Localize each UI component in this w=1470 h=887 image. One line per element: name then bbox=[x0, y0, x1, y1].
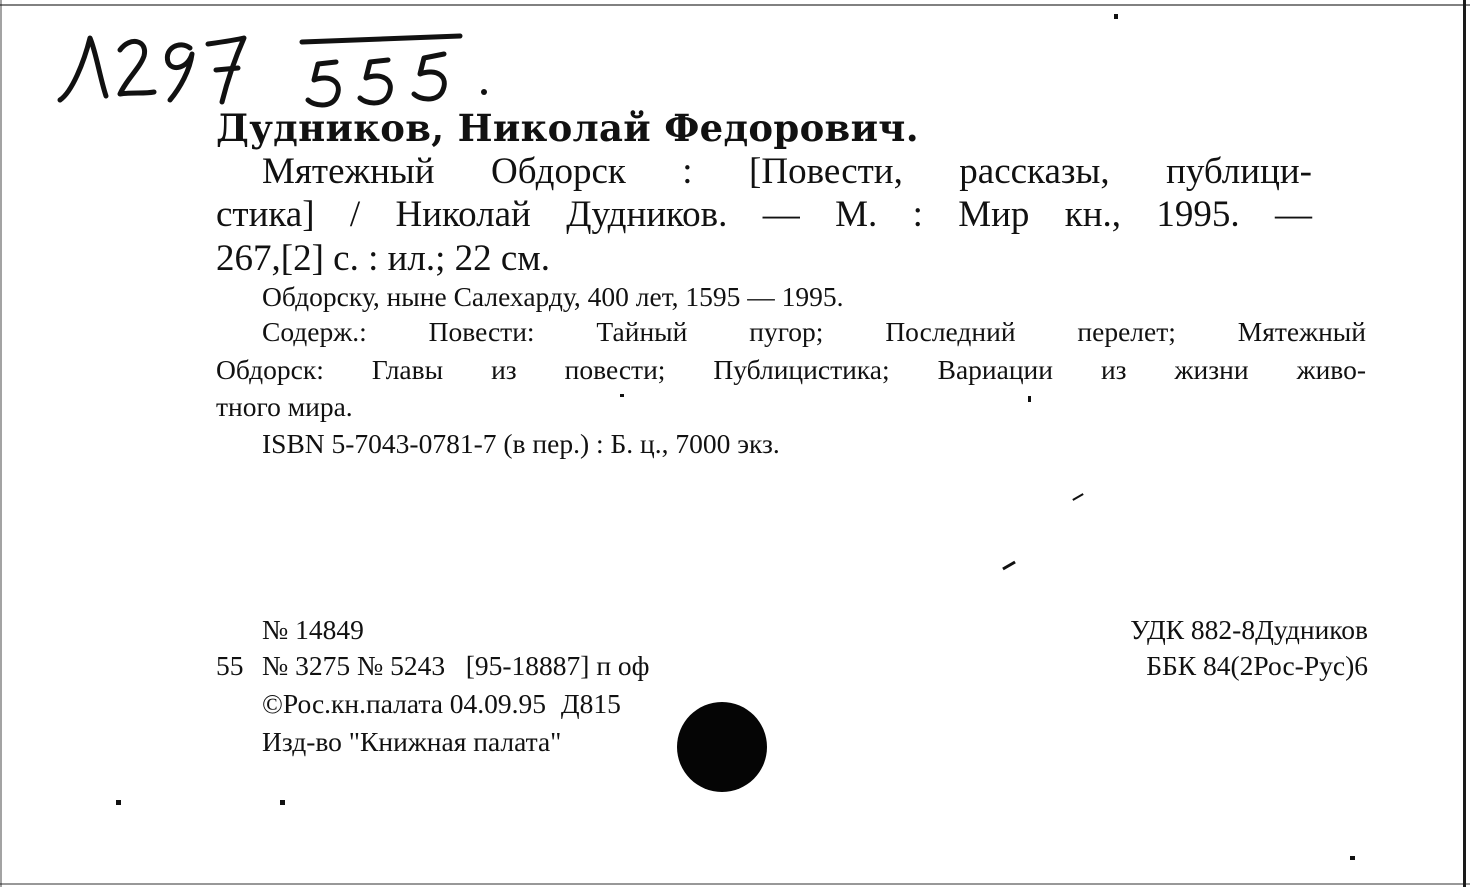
udk-code: УДК 882-8Дудников bbox=[1130, 614, 1368, 645]
card-top-edge bbox=[0, 4, 1470, 6]
copyright-code: Д815 bbox=[560, 688, 621, 719]
author-heading: Дудников, Николай Федорович. bbox=[216, 106, 919, 150]
handwritten-shelf-mark bbox=[40, 22, 500, 112]
title-line-3: 267,[2] с. : ил.; 22 см. bbox=[216, 238, 550, 279]
copyright-line bbox=[262, 690, 621, 718]
isbn-line: ISBN 5-7043-0781-7 (в пер.) : Б. ц., 7000 экз. bbox=[262, 428, 780, 459]
dedication-note: Обдорску, ныне Салехарду, 400 лет, 1595 — 1995. bbox=[262, 281, 844, 312]
contents-line-3: тного мира. bbox=[216, 391, 353, 422]
card-right-edge bbox=[1463, 0, 1466, 887]
scan-speck bbox=[1072, 493, 1083, 501]
publisher-line: Изд-во "Книжная палата" bbox=[262, 726, 562, 757]
scan-speck bbox=[280, 800, 285, 805]
card-left-edge bbox=[0, 0, 2, 887]
title-line-2: стика] / Николай Дудников. — М. : Мир кн., 1995. — bbox=[216, 194, 1312, 235]
registration-line: № 3275 № 5243 [95-18887] п оф bbox=[262, 650, 650, 681]
copyright-text: ©Рос.кн.палата 04.09.95 bbox=[262, 688, 547, 719]
contents-line-2: Обдорск: Главы из повести; Публицистика; Вариации из жизни живо- bbox=[216, 354, 1366, 385]
card-prefix-number: 55 bbox=[216, 650, 244, 681]
scan-speck bbox=[116, 800, 121, 805]
scan-speck bbox=[620, 394, 624, 397]
title-line-1: Мятежный Обдорск : [Повести, рассказы, публици- bbox=[262, 151, 1312, 192]
scan-speck bbox=[1002, 561, 1016, 571]
catalog-number: № 14849 bbox=[262, 614, 364, 645]
contents-line-1: Содерж.: Повести: Тайный пугор; Последний перелет; Мятежный bbox=[262, 316, 1366, 347]
scan-speck bbox=[1028, 396, 1031, 402]
scan-speck bbox=[1114, 14, 1118, 19]
card-bottom-edge bbox=[0, 883, 1470, 885]
bbk-code: ББК 84(2Рос-Рус)6 bbox=[1146, 650, 1368, 681]
scan-speck bbox=[1350, 856, 1355, 860]
punch-hole bbox=[677, 702, 767, 792]
